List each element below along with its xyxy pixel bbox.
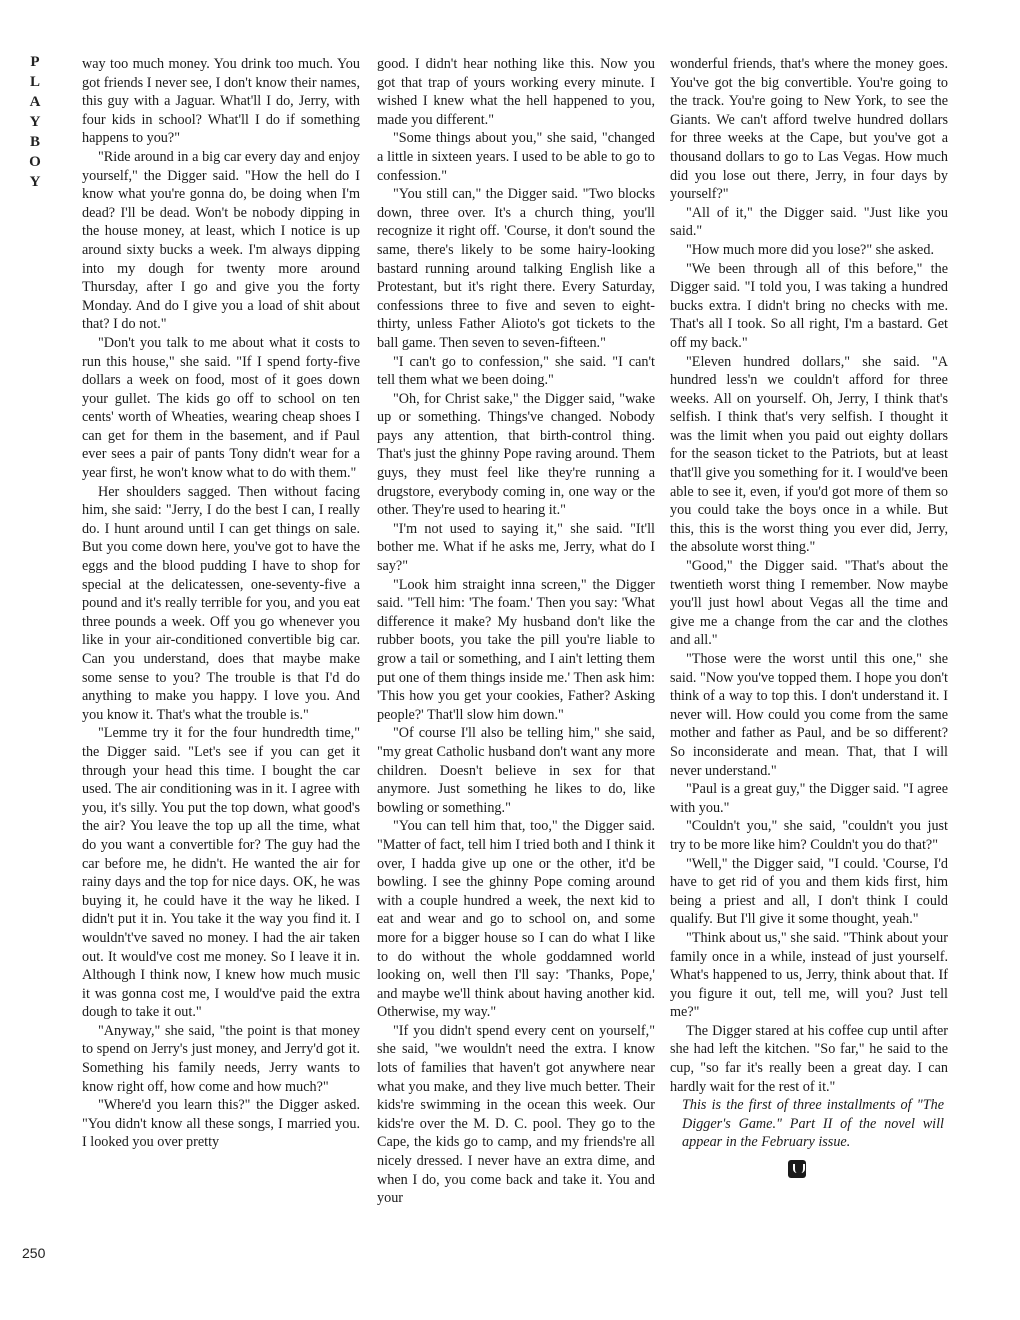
paragraph: "You still can," the Digger said. "Two blocks down, three over. It's a church thing, you'll recognize it right off. 'Course, it don't sound the same, there's likely to be some hairy-looking bastard running around talking English like a Protestant, but it's right there. Every Saturday, confessions three to five and seven to eight-thirty, unless Father Alioto's got tickets to the ball game. Then seven to seven-fifteen." <box>377 186 655 351</box>
paragraph: "How much more did you lose?" she asked. <box>686 241 934 258</box>
brand-letter: Y <box>29 114 41 130</box>
paragraph: "You can tell him that, too," the Digger said. "Matter of fact, tell him I tried both and I think it over, I hadda give up one or the other, it'd be bowling. I see the ghinny Pope coming around with a couple hundred a week, the next kid to eat and wear and go to school on, and some more for a bigger house so I can do what I like to do without the whole goddamned world looking on, well then I'll say: 'Thanks, Pope,' and maybe we'll think about having another kid. Otherwise, my way." <box>377 818 655 1021</box>
text-column-3 <box>670 55 948 1178</box>
paragraph: "Well," the Digger said, "I could. 'Course, I'd have to get rid of you and them kids first, him being a priest and all, I don't think I could qualify. But I'll give it some thought, yeah." <box>670 855 948 928</box>
paragraph: "Paul is a great guy," the Digger said. "I agree with you." <box>670 781 948 816</box>
paragraph: "I can't go to confession," she said. "I can't tell them what we been doing." <box>377 353 655 389</box>
paragraph: "I'm not used to saying it," she said. "It'll bother me. What if he asks me, Jerry, what do I say?" <box>377 520 655 575</box>
rabbit-head-icon <box>788 1160 806 1178</box>
brand-letter: O <box>29 154 41 170</box>
paragraph: "Those were the worst until this one," she said. "Now you've topped them. I hope you don't think of a way to top this. I don't understand it. I never will. How could you come from the same mother and father as Paul, and be so different? So inconsiderate and mean. That, that I will never understand." <box>670 651 948 779</box>
brand-letter: Y <box>29 174 41 190</box>
paragraph: way too much money. You drink too much. You got friends I never see, I don't know their names, this guy with a Jaguar. What'll I do, Jerry, with four kids in school? What'll I do if something happens to you?" <box>82 56 360 147</box>
paragraph: The Digger stared at his coffee cup until after she had left the kitchen. "So far," he said to the cup, "so far it's really been a great day. I can hardly wait for the rest of it." <box>670 1022 948 1095</box>
brand-letter: A <box>29 94 41 110</box>
paragraph: "If you didn't spend every cent on yourself," she said, "we wouldn't need the extra. I know lots of families that haven't got anywhere near what you make, and they live much better. Their kids're swimming in the ocean this week. Our kids're over the M. D. C. pool. They go to the Cape, the kids go to camp, and my friends're all nicely dressed. I never have an extra dime, and when I do, you come back and take it. You and your <box>377 1022 655 1207</box>
paragraph: "Some things about you," she said, "changed a little in sixteen years. I used to be able to go to confession." <box>377 130 655 184</box>
paragraph: "Don't you talk to me about what it costs to run this house," she said. "If I spend forty-five dollars a week on food, most of it goes down your gullet. The kids go off to school on ten cents' worth of Wheaties, wearing cheap shoes I can get for them in the basement, and if Paul ever sees a pair of pants Tony didn't wear for a year first, he won't know what to do with them." <box>82 334 360 482</box>
editor-note: This is the first of three installments of "The Digger's Game." Part II of the novel will appear in the February issue. <box>682 1097 944 1151</box>
brand-letter: L <box>29 74 40 90</box>
text-column-1 <box>82 55 360 1152</box>
brand-letter: P <box>30 54 40 70</box>
paragraph: "Oh, for Christ sake," the Digger said, "wake up or something. Things've changed. Nobody pays any attention, that birth-control thing. That's just the ghinny Pope raving around. Them guys, they must feel like they're running a drugstore, everybody coming in, one way or the other. They're used to hearing it." <box>377 390 655 519</box>
paragraph: good. I didn't hear nothing like this. Now you got that trap of yours working every minute. I wished I knew what the hell happened to you, made you different." <box>377 56 655 128</box>
paragraph: "All of it," the Digger said. "Just like you said." <box>670 204 948 240</box>
page-number: 250 <box>22 1245 46 1261</box>
text-column-2 <box>377 55 655 1208</box>
paragraph: "Ride around in a big car every day and enjoy yourself," the Digger said. "How the hell do I know what you're gonna do, be doing when I'm dead? I'll be dead. Won't be nobody dipping in the house money, at least, which I notice is up around sixty bucks a week. I'm always dipping into my dough for twenty more around Thursday, after I go and give you the forty Monday. And do I give you a load of shit about that? I do not." <box>82 148 360 333</box>
paragraph: "Think about us," she said. "Think about your family once in a while, instead of just yourself. What's happened to us, Jerry, think about that. If you figure it out, tell me, will you? Just tell me?" <box>670 929 948 1021</box>
paragraph: "Look him straight inna screen," the Digger said. "Tell him: 'The foam.' Then you say: 'What difference it make? My husband don't like the rubber boots, you take the pill you're liable to grow a tail or something, and I ain't letting them put one of them things inside me.' Then ask him: 'This how you get your cookies, Father? Asking people?' That'll slow him down." <box>377 576 655 723</box>
paragraph: Her shoulders sagged. Then without facing him, she said: "Jerry, I do the best I can, I really do. I hunt around until I can get things on sale. But you come down here, you've got to have the eggs and the blood pudding I have to shop for special at the delicatessen, one-seventy-five a pound and it's really terrible for you, and you eat three pounds a week. Off you go whenever you like in your air-conditioned convertible big car. Can you understand, does that maybe make some sense to you? The trouble is that I'd do anything to make you happy. I love you. And you know it. That's what the trouble is." <box>82 483 360 723</box>
paragraph: "Eleven hundred dollars," she said. "A hundred less'n we couldn't afford for three weeks. All on yourself. Oh, Jerry, I think that's selfish. I think that's very selfish. I thought it was the limit when you paid out eighty dollars for the season ticket to the Patriots, but at least that'll give you something for it. I would've been able to see it, even, if you'd got more of them so you could take the boys once in a while. But this, this is the worst thing you ever did, Jerry, the absolute worst thing." <box>670 353 948 556</box>
magazine-brand <box>22 52 48 192</box>
paragraph: wonderful friends, that's where the money goes. You've got the big convertible. You're going to the track. You're going to New York, to see the Giants. We can't afford twelve hundred dollars for three weeks at the Cape, but you've got a thousand dollars to go to Las Vegas. How much did you lose out there, Jerry, in four days by yourself?" <box>670 56 948 203</box>
paragraph: "Where'd you learn this?" the Digger asked. "You didn't know all these songs, I married you. I looked you over pretty <box>82 1097 360 1151</box>
paragraph: "Anyway," she said, "the point is that money to spend on Jerry's just money, and Jerry'd got it. Something his family needs, Jerry wants to know right off, how come and how much?" <box>82 1022 360 1095</box>
paragraph: "Couldn't you," she said, "couldn't you just try to be more like him? Couldn't you do that?" <box>670 818 948 853</box>
paragraph: "We been through all of this before," the Digger said. "I told you, I was taking a hundred bucks extra. I didn't bring no checks with me. That's all I took. So all right, I'm a bastard. Get off my back." <box>670 260 948 351</box>
paragraph: "Lemme try it for the four hundredth time," the Digger said. "Let's see if you can get it through your head this time. I bought the car used. The air conditioning was in it. I agree with you, it's silly. You put the top down, what good's the air? You leave the top up all the time, what do you want a convertible for? The guy had the car before me, he didn't. He wanted the air for rainy days and the top for nice days. OK, he was buying it, he could have it the way he liked. I didn't put it in. You take it the way you find it. I wouldn't've saved no money. I had the air taken out. It would've cost me money. So I leave it in. Although I think now, I knew how much music it was gonna cost me, I would've paid the extra dough to take it out." <box>82 725 360 1021</box>
brand-letter: B <box>29 134 40 150</box>
paragraph: "Of course I'll also be telling him," she said, "my great Catholic husband don't want any more children. Doesn't believe in sex for that anymore. Just something he likes to do, like bowling or something." <box>377 725 655 816</box>
paragraph: "Good," the Digger said. "That's about the twentieth worst thing I remember. Now maybe you'll just howl about Vegas all the time and give me a change from the car and the clothes and all." <box>670 558 948 649</box>
